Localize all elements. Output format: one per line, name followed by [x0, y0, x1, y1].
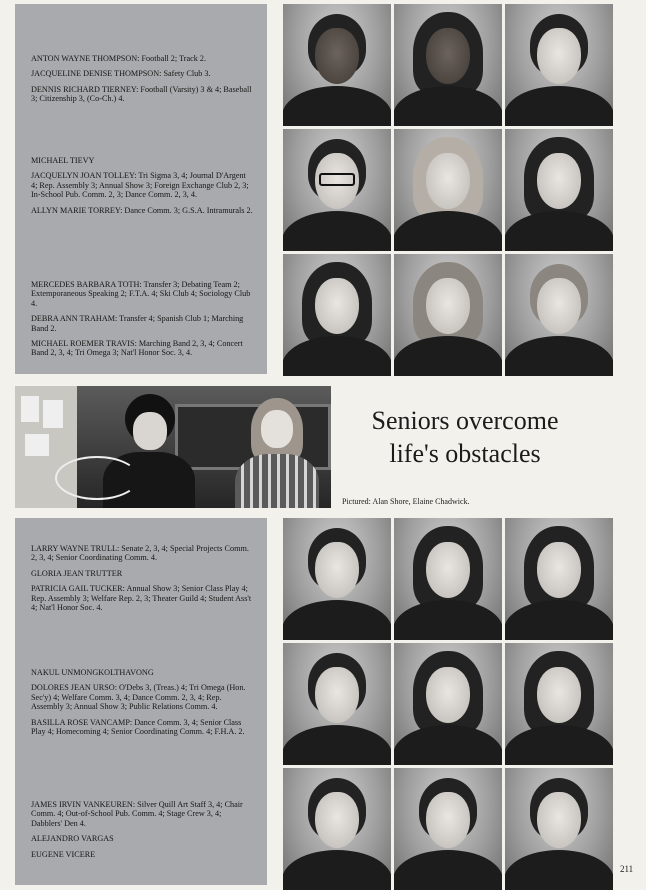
- top-text-panel: [15, 4, 267, 374]
- bottom-text-panel: [15, 518, 267, 885]
- senior-entry: BASILLA ROSE VANCAMP: Dance Comm. 3, 4; Senior Class Play 4; Homecoming 4; Senior Coordinating Comm. 4; F.H.A. 2.: [31, 717, 245, 737]
- portrait-photo: [394, 254, 502, 376]
- portrait-photo: [505, 768, 613, 890]
- top-portrait-grid: [283, 4, 613, 376]
- senior-entry: EUGENE VICERE: [31, 849, 96, 859]
- senior-entry: ANTON WAYNE THOMPSON: Football 2; Track 2.: [31, 54, 207, 63]
- senior-entry: JAMES IRVIN VANKEUREN: Silver Quill Art Staff 3, 4; Chair Comm. 4; Out-of-School Pub. Comm. 4; Stage Crew 3, 4; Dabblers' Den 4.: [31, 800, 243, 828]
- bottom-portrait-grid: [283, 518, 613, 890]
- page-number: 211: [620, 864, 634, 874]
- portrait-photo: [283, 643, 391, 765]
- senior-entry: LARRY WAYNE TRULL: Senate 2, 3, 4; Special Projects Comm. 2, 3, 4; Senior Coordinating Comm. 4.: [31, 544, 249, 563]
- portrait-photo: [283, 129, 391, 251]
- senior-entry: DOLORES JEAN URSO: O'Debs 3, (Treas.) 4; Tri Omega (Hon. Sec'y) 4; Welfare Comm. 3, 4; Dance Comm. 2, 3, 4; Rep. Assembly 3; Annual Show 3; Public Relations Comm. 4.: [31, 683, 246, 712]
- senior-entry: MERCEDES BARBARA TOTH: Transfer 3; Debating Team 2; Extemporaneous Speaking 2; F.T.A. 4; Ski Club 4; Sociology Club 4.: [31, 280, 251, 308]
- senior-entry: NAKUL UNMONGKOLTHAVONG: [31, 668, 154, 677]
- senior-entry: JACQUELYN JOAN TOLLEY: Tri Sigma 3, 4; Journal D'Argent 4; Rep. Assembly 3; Annual Show 3; Foreign Exchange Club 2, 3; In-School Pub. Comm. 2, 3; Dance Comm. 2, 3, 4.: [31, 171, 249, 200]
- portrait-photo: [283, 4, 391, 126]
- portrait-photo: [283, 768, 391, 890]
- portrait-photo: [283, 518, 391, 640]
- senior-entry: ALEJANDRO VARGAS: [31, 834, 114, 844]
- photo-caption: Pictured: Alan Shore, Elaine Chadwick.: [342, 497, 470, 506]
- senior-entry: JACQUELINE DENISE THOMPSON: Safety Club 3.: [31, 69, 211, 79]
- candid-photo: [15, 386, 331, 508]
- portrait-photo: [283, 254, 391, 376]
- portrait-photo: [394, 4, 502, 126]
- portrait-photo: [505, 129, 613, 251]
- senior-entry: MICHAEL ROEMER TRAVIS: Marching Band 2, 3, 4; Concert Band 2, 3, 4; Tri Omega 3; Nat'l Honor Soc. 3, 4.: [31, 339, 243, 358]
- senior-entry: MICHAEL TIEVY: [31, 156, 95, 165]
- senior-entry: DEBRA ANN TRAHAM: Transfer 4; Spanish Club 1; Marching Band 2.: [31, 314, 244, 333]
- senior-entry: DENNIS RICHARD TIERNEY: Football (Varsity) 3 & 4; Baseball 3; Citizenship 3, (Co-Ch.) 4.: [31, 84, 252, 104]
- page-headline: Seniors overcome life's obstacles: [371, 406, 559, 468]
- senior-entry: PATRICIA GAIL TUCKER: Annual Show 3; Senior Class Play 4; Rep. Assembly 3; Welfare Rep. 2, 3; Theater Guild 4; Student Ass't 4; Nat'l Honor Soc. 4.: [31, 584, 252, 613]
- portrait-photo: [394, 643, 502, 765]
- portrait-photo: [394, 768, 502, 890]
- portrait-photo: [505, 4, 613, 126]
- portrait-photo: [505, 643, 613, 765]
- portrait-photo: [394, 518, 502, 640]
- portrait-photo: [505, 518, 613, 640]
- portrait-photo: [505, 254, 613, 376]
- senior-entry: ALLYN MARIE TORREY: Dance Comm. 3; G.S.A. Intramurals 2.: [31, 205, 253, 215]
- senior-entry: GLORIA JEAN TRUTTER: [31, 568, 123, 578]
- portrait-photo: [394, 129, 502, 251]
